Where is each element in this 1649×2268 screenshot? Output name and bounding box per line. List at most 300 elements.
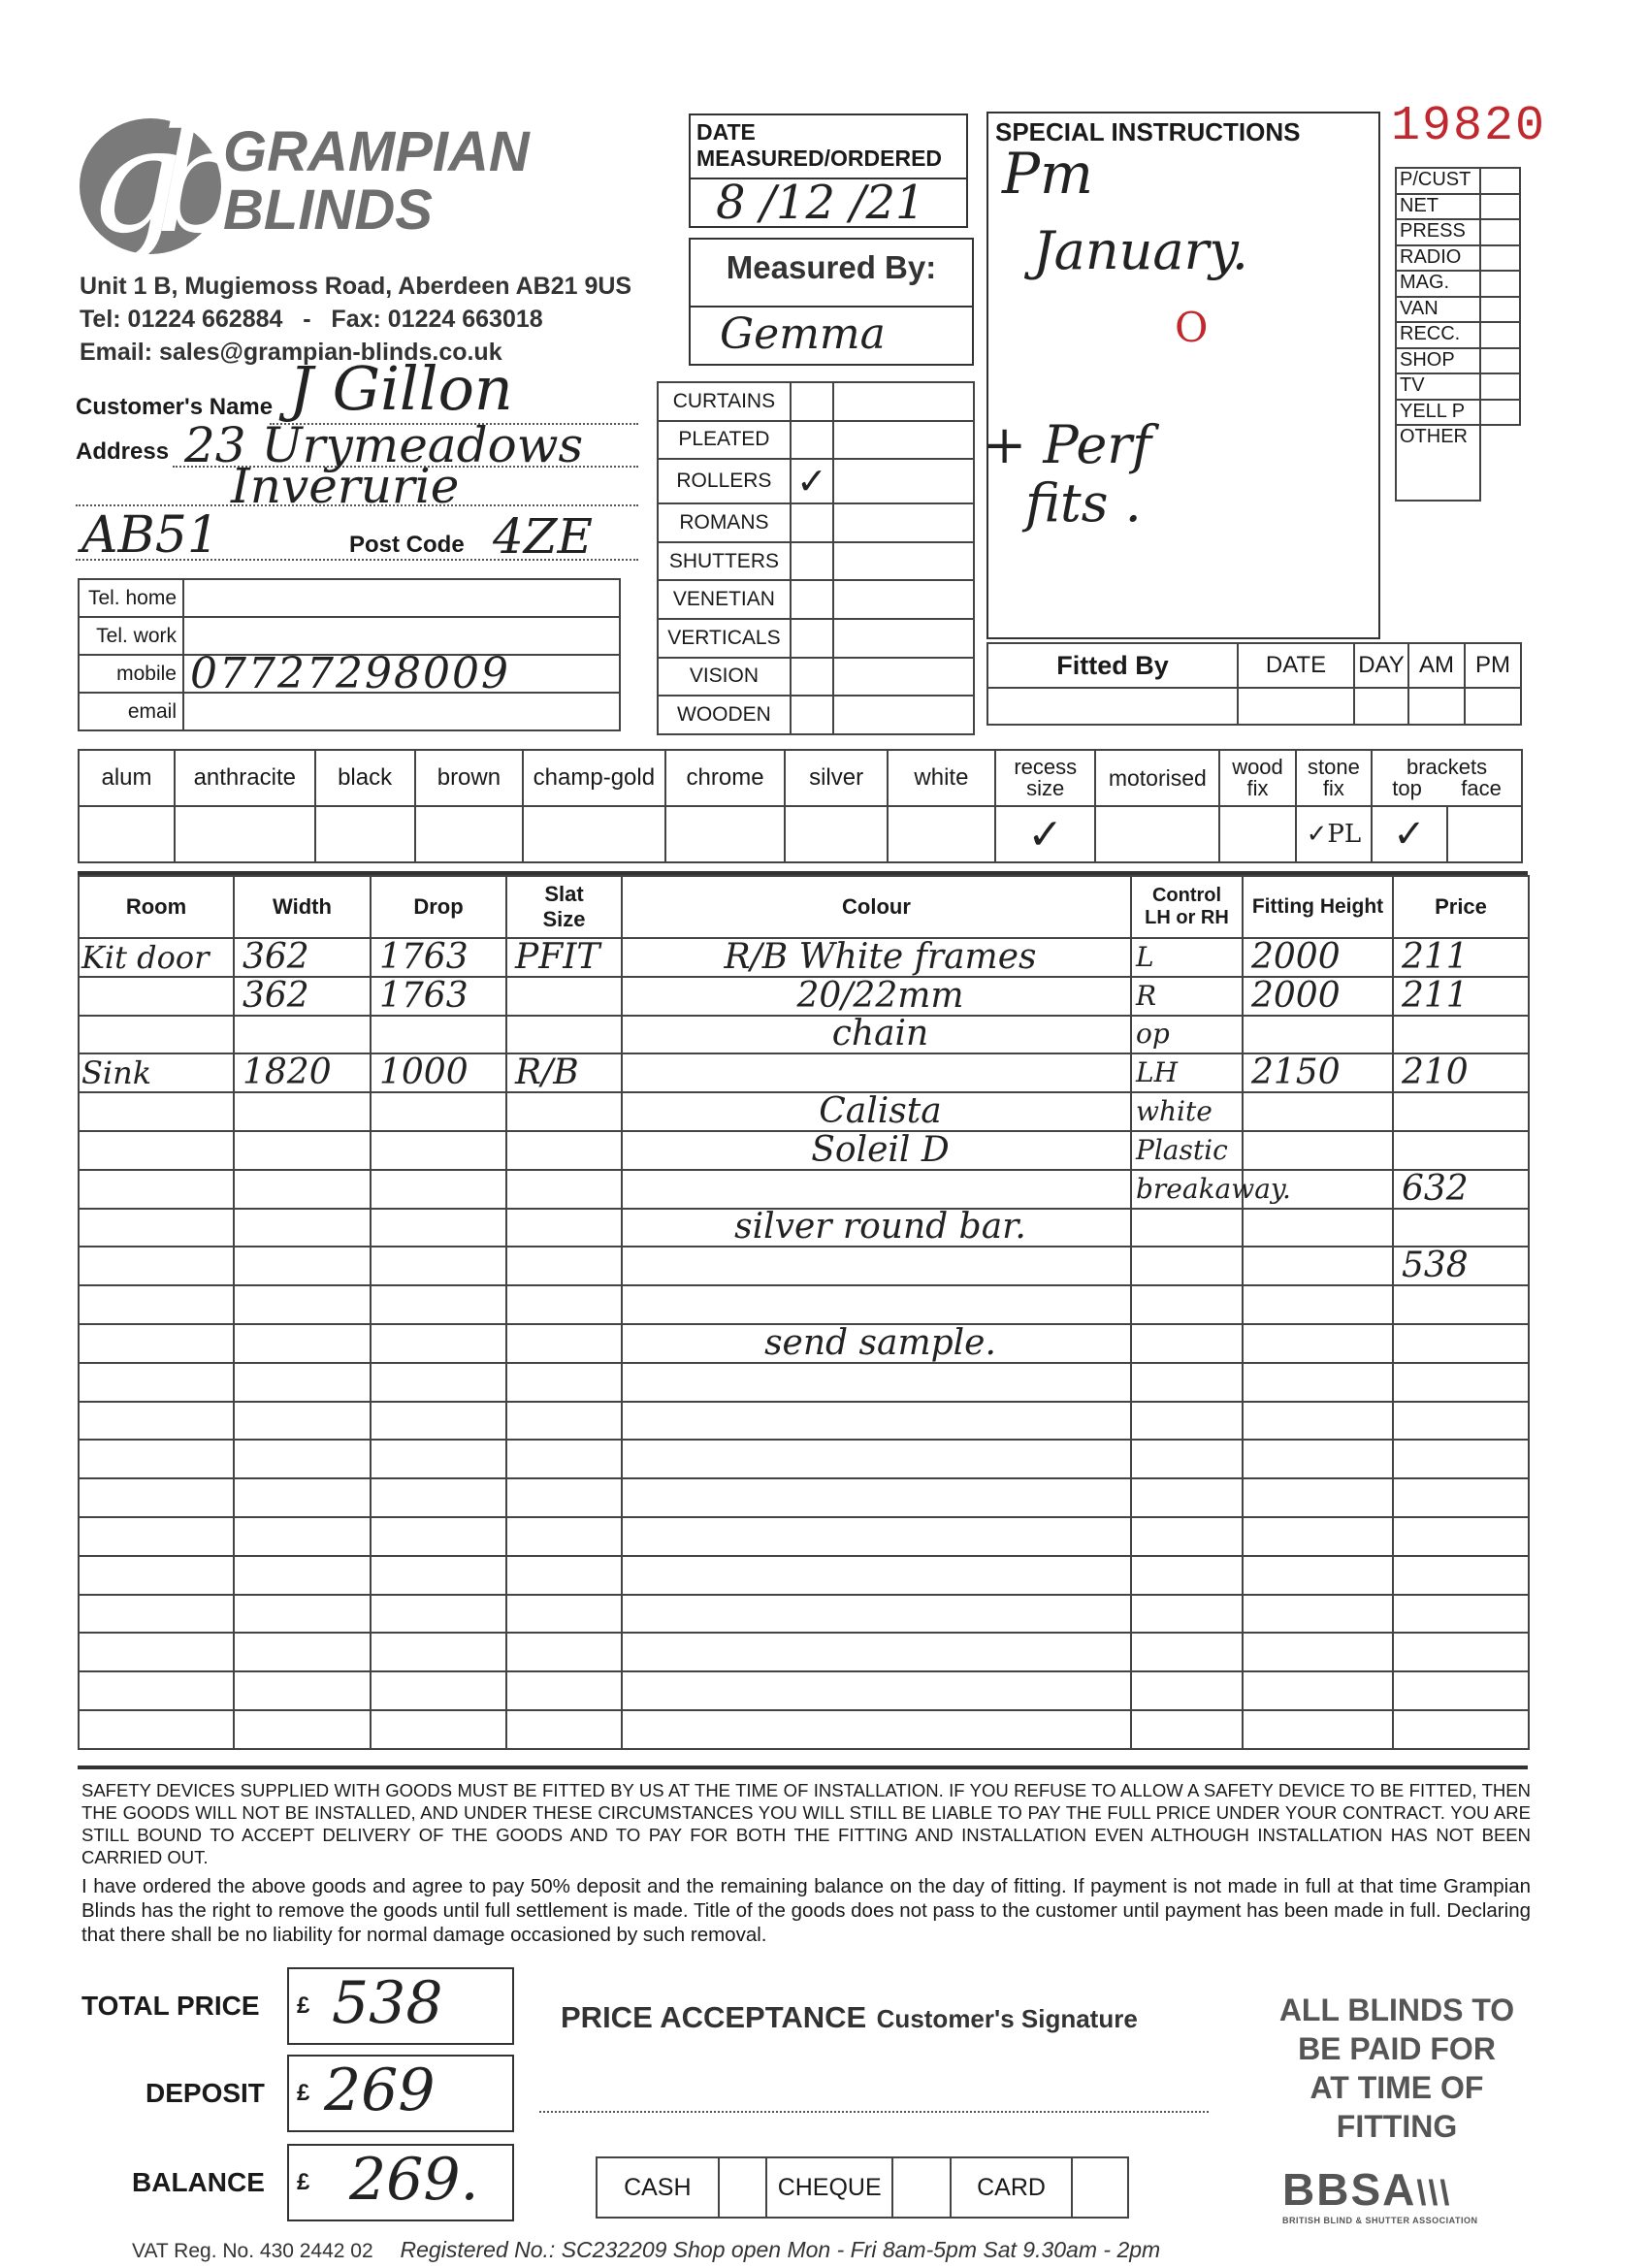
- order-cell-fitting[interactable]: 2150: [1243, 1053, 1393, 1092]
- special-note-4[interactable]: fits .: [1025, 472, 1142, 534]
- customer-name-value[interactable]: J Gillon: [289, 353, 513, 424]
- colour-option-box[interactable]: [79, 806, 175, 862]
- order-cell-width[interactable]: [234, 1363, 371, 1402]
- source-row: [1396, 168, 1520, 194]
- contact-value[interactable]: 07727298009: [183, 655, 620, 693]
- order-cell-fitting[interactable]: [1243, 1595, 1393, 1634]
- measured-by-value[interactable]: Gemma: [720, 309, 886, 359]
- company-phone: Tel: 01224 662884 - Fax: 01224 663018: [80, 306, 543, 333]
- fitted-day-value[interactable]: [1354, 688, 1408, 725]
- order-cell-room[interactable]: [79, 1247, 234, 1285]
- order-cell-fitting[interactable]: [1243, 1710, 1393, 1749]
- order-cell-colour[interactable]: [622, 1402, 1131, 1441]
- order-cell-drop[interactable]: [371, 1595, 506, 1634]
- order-cell-slat[interactable]: [506, 1556, 622, 1595]
- order-cell-colour[interactable]: [622, 1478, 1131, 1517]
- order-cell-colour[interactable]: silver round bar.: [622, 1209, 1131, 1247]
- order-cell-drop[interactable]: [371, 1247, 506, 1285]
- order-cell-control[interactable]: [1131, 1671, 1243, 1710]
- order-cell-drop[interactable]: [371, 1285, 506, 1324]
- order-cell-room[interactable]: Kit door: [79, 938, 234, 977]
- source-checkbox[interactable]: [1480, 400, 1520, 426]
- order-cell-control[interactable]: breakaway.: [1131, 1170, 1243, 1209]
- colour-option-box[interactable]: [523, 806, 665, 862]
- blind-type-notes[interactable]: [833, 421, 974, 460]
- blind-type-checkbox[interactable]: [791, 382, 833, 421]
- order-cell-colour[interactable]: [622, 1595, 1131, 1634]
- order-cell-slat[interactable]: [506, 1478, 622, 1517]
- order-cell-price[interactable]: [1393, 1478, 1529, 1517]
- order-cell-control[interactable]: Plastic: [1131, 1131, 1243, 1170]
- order-cell-width[interactable]: [234, 1131, 371, 1170]
- order-cell-width[interactable]: [234, 1633, 371, 1671]
- order-cell-width[interactable]: [234, 1016, 371, 1054]
- order-cell-fitting[interactable]: [1243, 1517, 1393, 1556]
- order-cell-drop[interactable]: [371, 1440, 506, 1478]
- order-cell-price[interactable]: 632: [1393, 1170, 1529, 1209]
- price-acceptance-label: PRICE ACCEPTANCE: [561, 2000, 867, 2034]
- order-cell-slat[interactable]: [506, 1440, 622, 1478]
- order-cell-slat[interactable]: [506, 1402, 622, 1441]
- date-value[interactable]: 8 /12 /21: [716, 176, 925, 230]
- order-cell-slat[interactable]: [506, 1131, 622, 1170]
- order-cell-control[interactable]: [1131, 1595, 1243, 1634]
- special-note-2[interactable]: January.: [1033, 220, 1248, 281]
- source-checkbox[interactable]: [1480, 373, 1520, 400]
- colour-option-champ-gold: champ-gold: [523, 750, 665, 806]
- order-cell-colour[interactable]: [622, 1363, 1131, 1402]
- order-cell-fitting[interactable]: [1243, 1402, 1393, 1441]
- order-cell-fitting[interactable]: 2000: [1243, 938, 1393, 977]
- blind-type-row: [658, 658, 974, 697]
- order-cell-width[interactable]: [234, 1556, 371, 1595]
- order-cell-control[interactable]: op: [1131, 1016, 1243, 1054]
- order-cell-fitting[interactable]: [1243, 1633, 1393, 1671]
- stone-fix-box[interactable]: ✓PL: [1296, 806, 1372, 862]
- signature-line[interactable]: [539, 2111, 1209, 2113]
- order-cell-drop[interactable]: [371, 1478, 506, 1517]
- order-row: [79, 1671, 1529, 1710]
- order-cell-price[interactable]: [1393, 1363, 1529, 1402]
- source-row: [1396, 373, 1520, 400]
- order-cell-room[interactable]: [79, 1092, 234, 1131]
- wood-fix-header: [1219, 750, 1295, 806]
- order-cell-drop[interactable]: [371, 1324, 506, 1363]
- order-cell-fitting[interactable]: [1243, 1016, 1393, 1054]
- colour-option-box[interactable]: [785, 806, 887, 862]
- cash-checkbox[interactable]: [719, 2157, 767, 2218]
- order-cell-control[interactable]: [1131, 1633, 1243, 1671]
- fitted-pm-label: PM: [1465, 643, 1521, 688]
- order-cell-colour[interactable]: [622, 1671, 1131, 1710]
- special-note-3[interactable]: + Perf: [983, 414, 1152, 475]
- order-cell-drop[interactable]: [371, 1671, 506, 1710]
- blind-type-row: [658, 619, 974, 658]
- order-cell-fitting[interactable]: [1243, 1285, 1393, 1324]
- fitted-by-value[interactable]: [987, 688, 1238, 725]
- postcode-value[interactable]: 4ZE: [493, 508, 594, 565]
- order-cell-colour[interactable]: [622, 1556, 1131, 1595]
- order-row: [79, 1092, 1529, 1131]
- order-row: [79, 1517, 1529, 1556]
- brackets-top-box[interactable]: ✓: [1372, 806, 1446, 862]
- fitted-am-value[interactable]: [1408, 688, 1465, 725]
- blind-type-checkbox[interactable]: [791, 421, 833, 460]
- motorised-box[interactable]: [1095, 806, 1219, 862]
- blind-type-checkbox[interactable]: [791, 542, 833, 581]
- contact-value[interactable]: [183, 579, 620, 617]
- order-cell-slat[interactable]: [506, 1595, 622, 1634]
- order-cell-width[interactable]: [234, 1671, 371, 1710]
- order-cell-drop[interactable]: [371, 1092, 506, 1131]
- order-cell-control[interactable]: white: [1131, 1092, 1243, 1131]
- source-checkbox[interactable]: [1480, 168, 1520, 194]
- order-cell-drop[interactable]: 1763: [371, 977, 506, 1016]
- order-cell-price[interactable]: 210: [1393, 1053, 1529, 1092]
- order-cell-price[interactable]: [1393, 1131, 1529, 1170]
- order-cell-width[interactable]: [234, 1285, 371, 1324]
- order-cell-colour[interactable]: [622, 1053, 1131, 1092]
- order-cell-fitting[interactable]: [1243, 1092, 1393, 1131]
- blind-type-row: [658, 580, 974, 619]
- order-cell-price[interactable]: [1393, 1092, 1529, 1131]
- order-row: [79, 1170, 1529, 1209]
- order-cell-fitting[interactable]: [1243, 1440, 1393, 1478]
- wood-fix-header-line1: wood: [1232, 755, 1283, 779]
- special-instructions-box: [983, 112, 1380, 639]
- order-cell-colour[interactable]: Soleil D: [622, 1131, 1131, 1170]
- blind-type-notes[interactable]: [833, 619, 974, 658]
- blind-type-label: WOODEN: [658, 696, 791, 734]
- order-cell-colour[interactable]: [622, 1247, 1131, 1285]
- order-cell-slat[interactable]: [506, 1710, 622, 1749]
- address-line-3[interactable]: AB51: [81, 506, 219, 565]
- order-cell-width[interactable]: [234, 1170, 371, 1209]
- blind-type-notes[interactable]: [833, 696, 974, 734]
- order-cell-width[interactable]: [234, 1517, 371, 1556]
- wood-fix-header-line2: fix: [1246, 776, 1269, 800]
- order-cell-colour[interactable]: 20/22mm: [622, 977, 1131, 1016]
- order-cell-width[interactable]: [234, 1247, 371, 1285]
- order-cell-control[interactable]: [1131, 1247, 1243, 1285]
- order-cell-control[interactable]: [1131, 1209, 1243, 1247]
- footer: [132, 2237, 1160, 2263]
- order-cell-slat[interactable]: PFIT: [506, 938, 622, 977]
- blind-type-checkbox[interactable]: [791, 580, 833, 619]
- source-checkbox[interactable]: [1480, 322, 1520, 348]
- source-label: P/CUST: [1396, 168, 1480, 194]
- fitted-pm-value[interactable]: [1465, 688, 1521, 725]
- safety-terms: SAFETY DEVICES SUPPLIED WITH GOODS MUST BE FITTED BY US AT THE TIME OF INSTALLATION. IF YOU REFUSE TO ALLOW A SAFETY DEVICE TO BE FITTED, THEN THE GOODS WILL NOT BE INSTALLED, AND UNDER THESE CIRCUMSTANCES YOU WILL STILL BE LIABLE TO PAY THE FULL PRICE UNDER YOUR CONTRACT. YOU ARE STILL BOUND TO ACCEPT DELIVERY OF THE GOODS AND TO PAY FOR BOTH THE FITTING AND INSTALLATION EVEN ALTHOUGH INSTALLATION HAS NOT BEEN CARRIED OUT.: [81, 1780, 1531, 1867]
- blind-type-notes[interactable]: [833, 382, 974, 421]
- order-cell-width[interactable]: [234, 1092, 371, 1131]
- total-value[interactable]: 538: [332, 1969, 443, 2037]
- order-cell-price[interactable]: [1393, 1595, 1529, 1634]
- source-checkbox[interactable]: [1480, 245, 1520, 272]
- order-cell-room[interactable]: [79, 1170, 234, 1209]
- order-cell-price[interactable]: [1393, 1440, 1529, 1478]
- order-cell-drop[interactable]: 1000: [371, 1053, 506, 1092]
- order-cell-room[interactable]: [79, 1517, 234, 1556]
- blind-type-checkbox[interactable]: [791, 696, 833, 734]
- fitted-date-label: DATE: [1238, 643, 1354, 688]
- brackets-top-label: top: [1392, 776, 1422, 800]
- brackets-face-box[interactable]: [1447, 806, 1522, 862]
- order-cell-control[interactable]: LH: [1131, 1053, 1243, 1092]
- order-cell-room[interactable]: [79, 1440, 234, 1478]
- order-cell-fitting[interactable]: [1243, 1671, 1393, 1710]
- order-cell-price[interactable]: [1393, 1324, 1529, 1363]
- order-cell-drop[interactable]: [371, 1170, 506, 1209]
- colour-option-box[interactable]: [415, 806, 523, 862]
- blind-type-notes[interactable]: [833, 658, 974, 697]
- order-row: [79, 1595, 1529, 1634]
- fitted-am-label: AM: [1408, 643, 1465, 688]
- colour-option-box[interactable]: [888, 806, 995, 862]
- order-cell-drop[interactable]: [371, 1209, 506, 1247]
- order-cell-fitting[interactable]: [1243, 1247, 1393, 1285]
- order-cell-colour[interactable]: [622, 1170, 1131, 1209]
- wood-fix-box[interactable]: [1219, 806, 1295, 862]
- order-row: [79, 1247, 1529, 1285]
- order-cell-price[interactable]: 211: [1393, 938, 1529, 977]
- order-cell-price[interactable]: [1393, 1633, 1529, 1671]
- order-cell-fitting[interactable]: [1243, 1556, 1393, 1595]
- order-cell-width[interactable]: [234, 1710, 371, 1749]
- address-line-1[interactable]: 23 Urymeadows: [184, 417, 584, 473]
- order-cell-slat[interactable]: [506, 1285, 622, 1324]
- col-control-line1: Control: [1151, 885, 1222, 906]
- deposit-label: DEPOSIT: [146, 2078, 265, 2108]
- order-cell-width[interactable]: 362: [234, 938, 371, 977]
- contact-row: [79, 655, 620, 693]
- order-cell-room[interactable]: [79, 1556, 234, 1595]
- blind-type-label: ROLLERS: [658, 459, 791, 503]
- order-cell-slat[interactable]: [506, 1517, 622, 1556]
- source-label: VAN: [1396, 297, 1480, 323]
- order-cell-room[interactable]: [79, 977, 234, 1016]
- contact-label: Tel. home: [79, 579, 183, 617]
- col-control-line2: LH or RH: [1145, 907, 1229, 928]
- order-cell-price[interactable]: [1393, 1710, 1529, 1749]
- order-cell-drop[interactable]: [371, 1633, 506, 1671]
- order-cell-colour[interactable]: chain: [622, 1016, 1131, 1054]
- order-cell-slat[interactable]: [506, 1363, 622, 1402]
- order-cell-room[interactable]: [79, 1633, 234, 1671]
- order-cell-slat[interactable]: [506, 1016, 622, 1054]
- order-cell-width[interactable]: [234, 1440, 371, 1478]
- order-cell-price[interactable]: [1393, 1402, 1529, 1441]
- order-cell-room[interactable]: [79, 1363, 234, 1402]
- order-row: [79, 1633, 1529, 1671]
- order-cell-room[interactable]: [79, 1209, 234, 1247]
- brackets-sub: [1373, 778, 1521, 799]
- order-cell-price[interactable]: [1393, 1671, 1529, 1710]
- order-cell-slat[interactable]: R/B: [506, 1053, 622, 1092]
- order-cell-control[interactable]: L: [1131, 938, 1243, 977]
- special-note-1[interactable]: Pm: [1002, 141, 1094, 207]
- blind-type-label: VERTICALS: [658, 619, 791, 658]
- colour-option-box[interactable]: [665, 806, 786, 862]
- order-cell-price[interactable]: [1393, 1209, 1529, 1247]
- order-cell-slat[interactable]: [506, 1247, 622, 1285]
- blind-type-notes[interactable]: [833, 503, 974, 542]
- order-cell-fitting[interactable]: [1243, 1363, 1393, 1402]
- order-row: [79, 1053, 1529, 1092]
- order-cell-drop[interactable]: [371, 1363, 506, 1402]
- stone-fix-header-line2: fix: [1322, 776, 1344, 800]
- order-cell-width[interactable]: [234, 1478, 371, 1517]
- order-cell-fitting[interactable]: [1243, 1209, 1393, 1247]
- blind-type-checkbox[interactable]: ✓: [791, 459, 833, 503]
- order-cell-drop[interactable]: [371, 1556, 506, 1595]
- source-row: [1396, 400, 1520, 426]
- order-cell-control[interactable]: [1131, 1478, 1243, 1517]
- order-cell-room[interactable]: Sink: [79, 1053, 234, 1092]
- order-cell-control[interactable]: [1131, 1710, 1243, 1749]
- order-cell-colour[interactable]: Calista: [622, 1092, 1131, 1131]
- order-bottom-rule: [78, 1766, 1528, 1769]
- order-row: [79, 1285, 1529, 1324]
- colour-option-box[interactable]: [315, 806, 415, 862]
- order-cell-width[interactable]: 362: [234, 977, 371, 1016]
- card-checkbox[interactable]: [1072, 2157, 1128, 2218]
- order-cell-colour[interactable]: R/B White frames: [622, 938, 1131, 977]
- order-cell-width[interactable]: [234, 1595, 371, 1634]
- order-cell-width[interactable]: [234, 1209, 371, 1247]
- order-cell-slat[interactable]: [506, 977, 622, 1016]
- order-cell-fitting[interactable]: 2000: [1243, 977, 1393, 1016]
- order-cell-colour[interactable]: [622, 1633, 1131, 1671]
- deposit-value[interactable]: 269: [324, 2057, 436, 2124]
- order-cell-colour[interactable]: [622, 1710, 1131, 1749]
- source-checkbox[interactable]: [1480, 425, 1520, 501]
- colour-option-alum: alum: [79, 750, 175, 806]
- order-cell-control[interactable]: R: [1131, 977, 1243, 1016]
- order-cell-room[interactable]: [79, 1131, 234, 1170]
- contact-value[interactable]: [183, 693, 620, 730]
- order-cell-drop[interactable]: [371, 1710, 506, 1749]
- source-checkbox[interactable]: [1480, 219, 1520, 245]
- order-cell-fitting[interactable]: [1243, 1324, 1393, 1363]
- balance-value[interactable]: 269.: [349, 2146, 479, 2214]
- source-checkbox[interactable]: [1480, 297, 1520, 323]
- blind-type-notes[interactable]: [833, 459, 974, 503]
- order-cell-control[interactable]: [1131, 1556, 1243, 1595]
- fitted-by-table: [986, 642, 1522, 726]
- blind-type-row: [658, 459, 974, 503]
- order-cell-fitting[interactable]: [1243, 1478, 1393, 1517]
- price-acceptance: [561, 2000, 1138, 2035]
- order-cell-colour[interactable]: [622, 1440, 1131, 1478]
- date-label-2: MEASURED/ORDERED: [696, 146, 943, 171]
- payment-notice: [1232, 1991, 1562, 2146]
- order-cell-room[interactable]: [79, 1671, 234, 1710]
- source-checkbox[interactable]: [1480, 271, 1520, 297]
- order-cell-control[interactable]: [1131, 1402, 1243, 1441]
- notice-line-2: BE PAID FOR: [1298, 2031, 1496, 2066]
- contact-label: Tel. work: [79, 617, 183, 655]
- cheque-checkbox[interactable]: [892, 2157, 951, 2218]
- contact-row: [79, 579, 620, 617]
- order-cell-control[interactable]: [1131, 1324, 1243, 1363]
- order-cell-control[interactable]: [1131, 1363, 1243, 1402]
- order-cell-width[interactable]: [234, 1324, 371, 1363]
- colour-option-silver: silver: [785, 750, 887, 806]
- order-cell-drop[interactable]: [371, 1517, 506, 1556]
- blind-type-checkbox[interactable]: [791, 619, 833, 658]
- fitted-date-value[interactable]: [1238, 688, 1354, 725]
- source-checkbox[interactable]: [1480, 348, 1520, 374]
- blind-type-row: [658, 421, 974, 460]
- source-label: PRESS: [1396, 219, 1480, 245]
- order-cell-room[interactable]: [79, 1478, 234, 1517]
- recess-size-box[interactable]: ✓: [995, 806, 1095, 862]
- order-cell-price[interactable]: [1393, 1016, 1529, 1054]
- blind-type-checkbox[interactable]: [791, 503, 833, 542]
- order-cell-drop[interactable]: [371, 1016, 506, 1054]
- order-cell-slat[interactable]: [506, 1633, 622, 1671]
- blind-type-checkbox[interactable]: [791, 658, 833, 697]
- order-cell-price[interactable]: 211: [1393, 977, 1529, 1016]
- order-cell-room[interactable]: [79, 1016, 234, 1054]
- blind-type-row: [658, 382, 974, 421]
- order-cell-control[interactable]: [1131, 1440, 1243, 1478]
- order-cell-colour[interactable]: [622, 1517, 1131, 1556]
- order-cell-width[interactable]: [234, 1402, 371, 1441]
- order-cell-colour[interactable]: [622, 1285, 1131, 1324]
- order-cell-slat[interactable]: [506, 1324, 622, 1363]
- col-slat-line2: Size: [542, 907, 586, 931]
- recess-size-header: [995, 750, 1095, 806]
- stone-fix-header: [1296, 750, 1372, 806]
- bbsa-stripes-icon: \\\: [1416, 2173, 1452, 2213]
- order-cell-price[interactable]: [1393, 1556, 1529, 1595]
- order-cell-fitting[interactable]: [1243, 1131, 1393, 1170]
- blind-type-notes[interactable]: [833, 580, 974, 619]
- order-cell-slat[interactable]: [506, 1671, 622, 1710]
- order-cell-room[interactable]: [79, 1402, 234, 1441]
- order-cell-control[interactable]: [1131, 1517, 1243, 1556]
- address-line-2[interactable]: Inverurie: [231, 458, 460, 514]
- order-cell-price[interactable]: [1393, 1285, 1529, 1324]
- blind-type-notes[interactable]: [833, 542, 974, 581]
- order-cell-slat[interactable]: [506, 1092, 622, 1131]
- source-row: [1396, 219, 1520, 245]
- colour-option-box[interactable]: [175, 806, 314, 862]
- order-cell-drop[interactable]: 1763: [371, 938, 506, 977]
- source-row: [1396, 322, 1520, 348]
- source-row: [1396, 194, 1520, 220]
- order-cell-room[interactable]: [79, 1285, 234, 1324]
- order-cell-price[interactable]: [1393, 1517, 1529, 1556]
- order-cell-room[interactable]: [79, 1595, 234, 1634]
- order-cell-width[interactable]: 1820: [234, 1053, 371, 1092]
- recess-size-header-line1: recess: [1014, 755, 1078, 779]
- order-cell-colour[interactable]: send sample.: [622, 1324, 1131, 1363]
- order-cell-price[interactable]: 538: [1393, 1247, 1529, 1285]
- order-cell-slat[interactable]: [506, 1209, 622, 1247]
- order-cell-drop[interactable]: [371, 1402, 506, 1441]
- order-cell-drop[interactable]: [371, 1131, 506, 1170]
- order-cell-room[interactable]: [79, 1324, 234, 1363]
- order-cell-control[interactable]: [1131, 1285, 1243, 1324]
- order-cell-room[interactable]: [79, 1710, 234, 1749]
- source-checkbox[interactable]: [1480, 194, 1520, 220]
- order-cell-slat[interactable]: [506, 1170, 622, 1209]
- brackets-label: brackets: [1406, 755, 1488, 779]
- col-width: Width: [234, 876, 371, 938]
